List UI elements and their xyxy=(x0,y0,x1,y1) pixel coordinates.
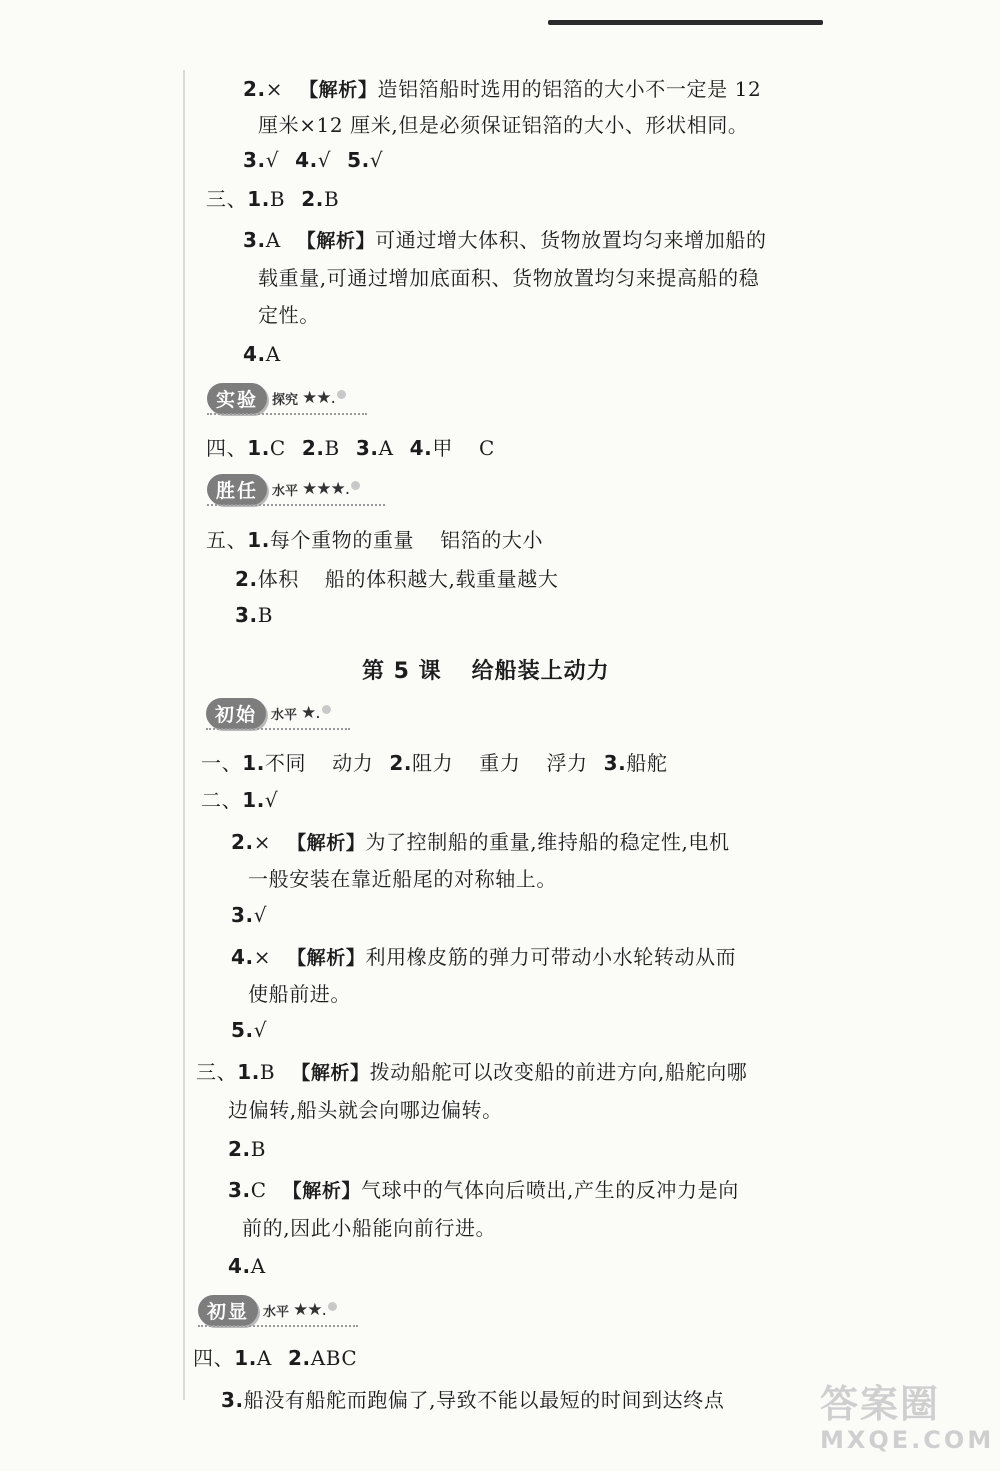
lesson5-s3-answer-3-cont xyxy=(242,1216,496,1240)
answer-value: 船的体积越大,载重量越大 xyxy=(324,567,559,591)
watermark-url: MXQE.COM xyxy=(820,1426,995,1454)
cross-mark: × xyxy=(265,77,284,101)
dot-icon xyxy=(322,705,331,714)
answer-value: B xyxy=(324,436,340,460)
item-number: 4. xyxy=(243,342,266,366)
answer-value: A xyxy=(265,342,281,366)
star-rating-icon: ★. xyxy=(301,703,320,723)
answer-value: 阻力 xyxy=(412,751,454,775)
lesson5-s2-answer-5 xyxy=(231,1018,267,1042)
section-prefix: 三、 xyxy=(196,1060,238,1084)
lesson5-s2-answer-2 xyxy=(231,830,730,855)
level-badge-emerging xyxy=(198,1293,337,1327)
answer-value: C xyxy=(478,436,495,460)
check-mark: √ xyxy=(265,148,280,172)
analysis-tag: 【解析】 xyxy=(291,1062,370,1084)
check-mark: √ xyxy=(253,1018,268,1042)
badge-sublabel: 水平 xyxy=(271,707,298,723)
answer-value: 重力 xyxy=(479,751,521,775)
section-4-answers xyxy=(206,436,495,460)
answer-4-a xyxy=(243,342,281,366)
answer-value: A xyxy=(256,1346,272,1370)
item-number: 3. xyxy=(228,1178,251,1202)
item-number: 3. xyxy=(243,148,266,172)
item-number: 2. xyxy=(301,436,325,460)
section-3-answers xyxy=(206,187,339,211)
item-number: 1. xyxy=(237,1060,260,1084)
answer-value: 浮力 xyxy=(546,751,588,775)
analysis-tag: 【解析】 xyxy=(282,1180,362,1202)
item-number: 2. xyxy=(243,77,266,101)
badge-label: 初始 xyxy=(206,698,266,729)
lesson5-s2-answer-4 xyxy=(231,945,736,970)
item-number: 1. xyxy=(242,788,265,812)
section-prefix: 五、 xyxy=(206,528,248,552)
answer-value: B xyxy=(257,603,274,627)
star-rating-icon: ★★★. xyxy=(302,479,350,499)
section-prefix: 三、 xyxy=(206,187,248,211)
item-number: 1. xyxy=(247,187,270,211)
answer-value: B xyxy=(323,187,340,211)
item-number: 2. xyxy=(228,1137,251,1161)
watermark-logo xyxy=(820,1382,995,1462)
answer-value: C xyxy=(250,1178,267,1202)
badge-label: 实验 xyxy=(207,383,267,414)
item-number: 2. xyxy=(287,1346,311,1370)
item-number: 5. xyxy=(231,1018,254,1042)
item-number: 4. xyxy=(231,945,254,969)
cross-mark: × xyxy=(253,945,272,969)
answer-value: 动力 xyxy=(332,751,374,775)
section-prefix: 二、 xyxy=(201,788,243,812)
answer-value: 船舵 xyxy=(626,751,668,775)
answer-value: 甲 xyxy=(432,436,453,460)
lesson5-s3-answer-2 xyxy=(228,1137,266,1161)
lesson5-s2-answer-4-cont xyxy=(248,982,351,1006)
check-mark: √ xyxy=(369,148,384,172)
dot-icon xyxy=(351,481,360,490)
analysis-text: 造铝箔船时选用的铝箔的大小不一定是 12 xyxy=(377,77,762,101)
item-number: 3. xyxy=(235,603,258,627)
answer-value: 每个重物的重量 xyxy=(269,528,415,552)
lesson-title xyxy=(362,654,610,685)
badge-label: 初显 xyxy=(198,1295,258,1326)
analysis-tag: 【解析】 xyxy=(296,230,376,252)
answer-value: 体积 xyxy=(257,567,299,591)
answer-value: 不同 xyxy=(264,751,307,775)
badge-underline xyxy=(207,500,385,506)
item-number: 3. xyxy=(603,751,627,775)
dot-icon xyxy=(328,1302,337,1311)
lesson5-section-3-cont xyxy=(228,1098,503,1122)
analysis-text: 利用橡皮筋的弹力可带动小水轮转动从而 xyxy=(365,945,737,969)
answer-3-a-cont2 xyxy=(258,303,320,327)
lesson5-s2-answer-3 xyxy=(231,903,267,927)
item-number: 1. xyxy=(242,751,265,775)
analysis-text: 为了控制船的重量,维持船的稳定性,电机 xyxy=(365,830,730,854)
lesson5-section-3 xyxy=(196,1060,747,1085)
badge-sublabel: 探究 xyxy=(272,392,299,408)
check-mark: √ xyxy=(264,788,279,812)
lesson5-section-1 xyxy=(201,751,668,775)
answer-value: A xyxy=(265,228,281,252)
item-number: 2. xyxy=(235,567,258,591)
analysis-text: 一般安装在靠近船尾的对称轴上。 xyxy=(248,867,557,891)
item-number: 3. xyxy=(231,903,254,927)
answer-3-a-cont xyxy=(258,266,759,290)
level-badge-initial xyxy=(206,696,331,730)
section-5-answer-3 xyxy=(235,603,273,627)
cross-mark: × xyxy=(253,830,272,854)
level-badge-competent xyxy=(207,472,360,506)
lesson5-s4-answer-3 xyxy=(221,1388,724,1412)
item-number: 3. xyxy=(243,228,266,252)
item-number: 4. xyxy=(409,436,433,460)
answer-value: C xyxy=(269,436,286,460)
check-mark: √ xyxy=(317,148,332,172)
item-number: 2. xyxy=(389,751,413,775)
analysis-text: 载重量,可通过增加底面积、货物放置均匀来提高船的稳 xyxy=(258,266,760,290)
item-number: 4. xyxy=(228,1254,251,1278)
analysis-text: 气球中的气体向后喷出,产生的反冲力是向 xyxy=(361,1178,739,1202)
answers-3-5 xyxy=(243,148,383,172)
item-number: 3. xyxy=(221,1388,244,1412)
item-number: 5. xyxy=(347,148,370,172)
answer-2-x-cont xyxy=(258,113,749,137)
analysis-text: 前的,因此小船能向前行进。 xyxy=(242,1216,497,1240)
item-number: 1. xyxy=(234,1346,257,1370)
level-badge-experiment xyxy=(207,381,346,415)
answer-value: B xyxy=(269,187,286,211)
answer-3-a xyxy=(243,228,767,253)
badge-sublabel: 水平 xyxy=(272,483,299,499)
answer-value: A xyxy=(250,1254,266,1278)
star-rating-icon: ★★. xyxy=(293,1300,326,1320)
lesson5-s2-answer-2-cont xyxy=(248,867,557,891)
section-prefix: 一、 xyxy=(201,751,243,775)
section-5-answers xyxy=(206,528,543,552)
analysis-text: 厘米×12 厘米,但是必须保证铝箔的大小、形状相同。 xyxy=(258,113,749,137)
analysis-tag: 【解析】 xyxy=(299,79,378,101)
answer-2-x xyxy=(243,77,761,102)
check-mark: √ xyxy=(253,903,268,927)
item-number: 1. xyxy=(247,436,270,460)
analysis-text: 边偏转,船头就会向哪边偏转。 xyxy=(228,1098,503,1122)
answer-value: ABC xyxy=(310,1346,358,1370)
section-prefix: 四、 xyxy=(193,1346,235,1370)
lesson5-section-4 xyxy=(193,1346,357,1370)
lesson-number: 第 5 课 xyxy=(362,659,442,684)
analysis-text: 可通过增大体积、货物放置均匀来增加船的 xyxy=(375,228,767,252)
analysis-tag: 【解析】 xyxy=(287,947,366,969)
badge-underline xyxy=(198,1321,358,1327)
answer-value: B xyxy=(250,1137,267,1161)
lesson5-section-2 xyxy=(201,788,278,812)
lesson5-s3-answer-3 xyxy=(228,1178,739,1203)
badge-underline xyxy=(206,724,350,730)
badge-label: 胜任 xyxy=(207,474,267,505)
badge-underline xyxy=(207,409,367,415)
badge-sublabel: 水平 xyxy=(263,1304,290,1320)
answer-value: A xyxy=(378,436,394,460)
section-5-answer-2 xyxy=(235,567,558,591)
item-number: 2. xyxy=(301,187,324,211)
item-number: 2. xyxy=(231,830,254,854)
answer-value: B xyxy=(259,1060,276,1084)
item-number: 3. xyxy=(355,436,379,460)
star-rating-icon: ★★. xyxy=(302,388,335,408)
item-number: 4. xyxy=(295,148,318,172)
analysis-tag: 【解析】 xyxy=(287,832,366,854)
analysis-text: 使船前进。 xyxy=(248,982,351,1006)
analysis-text: 定性。 xyxy=(258,303,320,327)
section-prefix: 四、 xyxy=(206,436,248,460)
item-number: 1. xyxy=(247,528,270,552)
dot-icon xyxy=(337,390,346,399)
watermark-title: 答案圈 xyxy=(820,1382,941,1426)
answer-text: 船没有船舵而跑偏了,导致不能以最短的时间到达终点 xyxy=(243,1388,725,1412)
answer-value: 铝箔的大小 xyxy=(440,528,544,552)
analysis-text: 拨动船舵可以改变船的前进方向,船舵向哪 xyxy=(369,1060,748,1084)
lesson5-s3-answer-4 xyxy=(228,1254,266,1278)
lesson-name: 给船装上动力 xyxy=(471,659,610,684)
